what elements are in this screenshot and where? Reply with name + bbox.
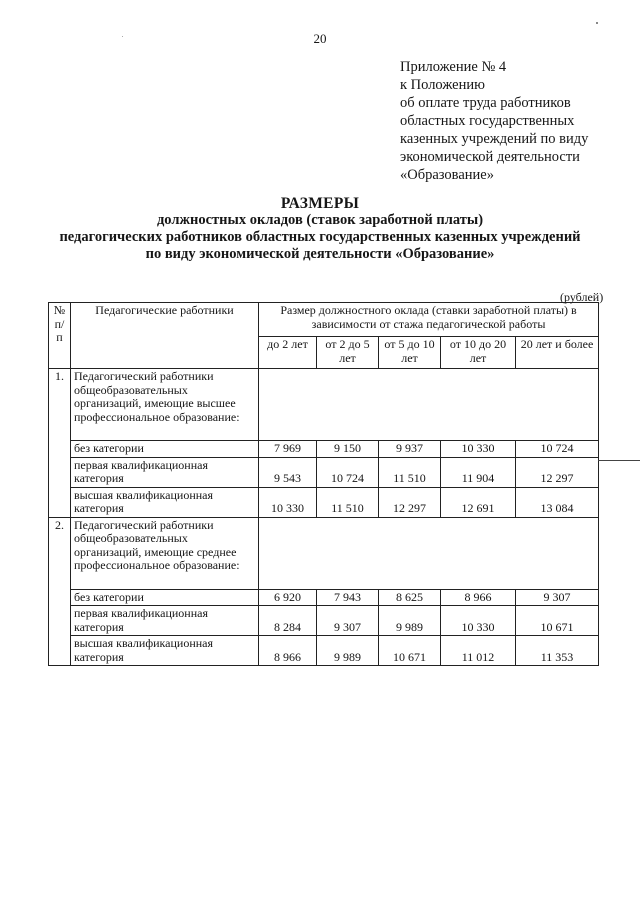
category-label: высшая квалификационная категория [71, 487, 259, 517]
header-experience: 20 лет и более [516, 337, 599, 369]
salary-cell: 9 937 [379, 441, 441, 458]
salary-cell: 6 920 [259, 589, 317, 606]
scan-line [598, 460, 640, 461]
table-row [49, 457, 599, 487]
salary-cell: 11 510 [317, 487, 379, 517]
document-title: РАЗМЕРЫ [280, 195, 360, 212]
page-number: 20 [313, 31, 327, 46]
table-row [49, 636, 599, 666]
header-salary-group: Размер должностного оклада (ставки заработной платы) в зависимости от стажа педагогической работы [259, 303, 599, 337]
appendix-line: об оплате труда работников [400, 95, 571, 111]
header-experience: от 10 до 20 лет [441, 337, 516, 369]
header-experience: до 2 лет [259, 337, 317, 369]
salary-cell: 10 724 [516, 441, 599, 458]
scan-mark [122, 36, 123, 37]
salary-cell: 8 284 [259, 606, 317, 636]
table-row [49, 441, 599, 458]
salary-cell: 10 671 [516, 606, 599, 636]
salary-cell: 9 150 [317, 441, 379, 458]
appendix-line: экономической деятельности [400, 149, 580, 165]
salary-cell: 9 543 [259, 457, 317, 487]
salary-table [48, 302, 599, 666]
salary-cell: 8 625 [379, 589, 441, 606]
salary-cell: 11 012 [441, 636, 516, 666]
appendix-note [400, 58, 588, 184]
salary-cell: 9 989 [317, 636, 379, 666]
header-workers: Педагогические работники [71, 303, 259, 369]
category-label: первая квалификационная категория [71, 457, 259, 487]
salary-cell: 10 671 [379, 636, 441, 666]
group-number: 1. [49, 369, 71, 518]
salary-cell: 9 307 [317, 606, 379, 636]
table-row [49, 487, 599, 517]
group-number: 2. [49, 517, 71, 666]
appendix-line: казенных учреждений по виду [400, 131, 589, 147]
salary-cell: 13 084 [516, 487, 599, 517]
appendix-line: Приложение № 4 [400, 59, 507, 75]
category-label: высшая квалификационная категория [71, 636, 259, 666]
salary-cell: 9 307 [516, 589, 599, 606]
salary-cell: 10 330 [441, 606, 516, 636]
salary-cell: 12 691 [441, 487, 516, 517]
category-label: без категории [71, 441, 259, 458]
table-row [49, 606, 599, 636]
table-row [49, 589, 599, 606]
appendix-line: областных государственных [400, 113, 575, 129]
salary-cell: 10 330 [441, 441, 516, 458]
group-title: Педагогический работники общеобразовательных организаций, имеющие высшее профессиональное образование: [71, 369, 259, 441]
salary-cell: 8 966 [441, 589, 516, 606]
units-label: (рублей) [560, 290, 604, 304]
group-title: Педагогический работники общеобразовательных организаций, имеющие среднее профессиональное образование: [71, 517, 259, 589]
salary-cell: 7 969 [259, 441, 317, 458]
salary-cell: 11 904 [441, 457, 516, 487]
group-row [49, 517, 599, 589]
salary-cell: 7 943 [317, 589, 379, 606]
salary-cell: 10 330 [259, 487, 317, 517]
salary-cell: 10 724 [317, 457, 379, 487]
appendix-line: к Положению [400, 77, 485, 93]
scan-mark [596, 22, 598, 24]
header-number: № п/п [49, 303, 71, 369]
salary-cell: 9 989 [379, 606, 441, 636]
subtitle-line: педагогических работников областных государственных казенных учреждений [59, 229, 581, 245]
header-experience: от 5 до 10 лет [379, 337, 441, 369]
group-row [49, 369, 599, 441]
header-experience: от 2 до 5 лет [317, 337, 379, 369]
salary-cell: 8 966 [259, 636, 317, 666]
salary-cell: 11 353 [516, 636, 599, 666]
document-subtitle [0, 212, 640, 263]
category-label: без категории [71, 589, 259, 606]
appendix-line: «Образование» [400, 167, 494, 183]
salary-cell: 11 510 [379, 457, 441, 487]
salary-cell: 12 297 [379, 487, 441, 517]
subtitle-line: должностных окладов (ставок заработной платы) [156, 212, 484, 228]
salary-cell: 12 297 [516, 457, 599, 487]
group-empty-cell [259, 369, 599, 441]
group-empty-cell [259, 517, 599, 589]
category-label: первая квалификационная категория [71, 606, 259, 636]
subtitle-line: по виду экономической деятельности «Образование» [145, 246, 495, 262]
